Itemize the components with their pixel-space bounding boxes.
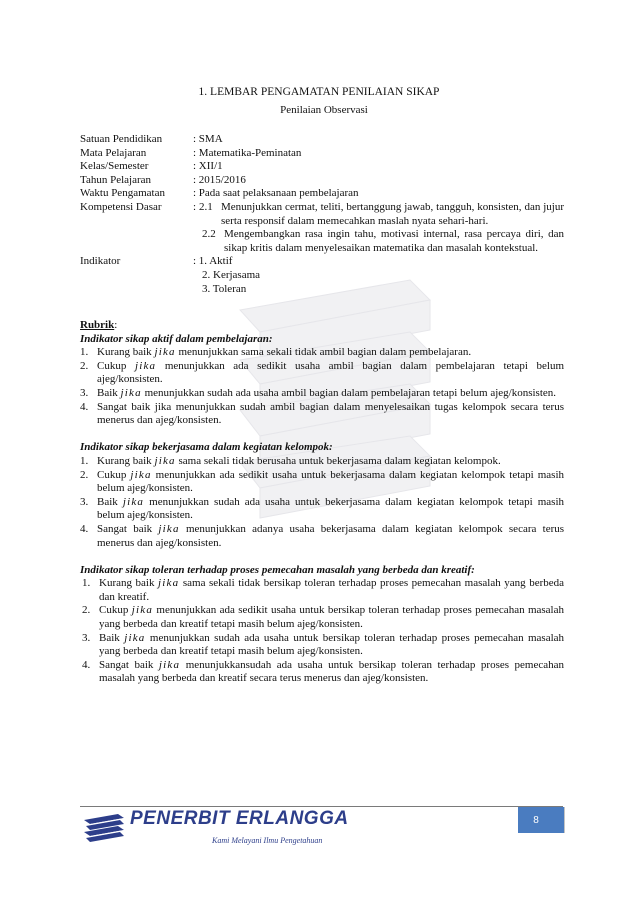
publisher-tagline: Kami Melayani Ilmu Pengetahuan — [212, 836, 323, 845]
indikator-item: : 1. Aktif — [193, 255, 233, 268]
item-text: menunjukkan sudah ambil bagian dalam menyelesaikan tugas kelompok secara terus menerus dan ajeg/konsisten. — [97, 400, 564, 427]
info-label: Tahun Pelajaran — [80, 173, 152, 186]
list-item — [80, 455, 564, 469]
info-value: : XII/1 — [193, 160, 223, 173]
rubrik-section — [80, 319, 564, 686]
kd-item — [202, 228, 564, 255]
indikator-item: 2. Kerjasama — [202, 268, 261, 281]
info-row-kd — [80, 201, 564, 255]
rubrik-title-line — [80, 319, 564, 333]
page-number: 8 — [533, 815, 539, 826]
item-jika: jika — [154, 346, 176, 359]
item-level: Kurang baik — [99, 577, 155, 590]
item-level: Cukup — [97, 468, 127, 481]
indikator-item: 3. Toleran — [202, 282, 247, 295]
info-label: Indikator — [80, 255, 121, 268]
item-level: Baik — [97, 386, 118, 399]
kd-item-number: 2.1 — [199, 200, 213, 213]
item-number: 1. — [82, 577, 91, 590]
list-item — [80, 496, 564, 523]
kd-item — [199, 201, 564, 228]
info-label: Waktu Pengamatan — [80, 187, 165, 200]
item-text: sama sekali tidak bersikap toleran terhadap proses pemecahan masalah yang berbeda dan kreatif. — [99, 577, 564, 603]
item-number: 3. — [80, 386, 89, 399]
item-text: menunjukkansudah ada usaha untuk bersikap toleran terhadap proses pemecahan masalah yang berbeda dan kreatif secara terus menerus dan ajeg/konsisten. — [99, 658, 564, 685]
item-number: 4. — [82, 658, 91, 671]
item-level: Sangat baik — [97, 522, 153, 535]
item-number: 4. — [80, 522, 89, 535]
info-label: Mata Pelajaran — [80, 146, 147, 159]
info-label: Kompetensi Dasar — [80, 200, 162, 213]
info-row-tahun — [80, 174, 564, 188]
kd-colon: : — [193, 200, 197, 213]
section-heading: Indikator sikap bekerjasama dalam kegiatan kelompok: — [80, 441, 333, 454]
item-number: 3. — [80, 495, 89, 508]
item-level: Kurang baik — [97, 346, 152, 359]
list-item — [80, 360, 564, 387]
item-level: Cukup — [97, 359, 127, 372]
page-subtitle: Penilaian Observasi — [280, 104, 368, 116]
info-value: : Pada saat pelaksanaan pembelajaran — [193, 187, 359, 200]
item-number: 1. — [80, 454, 89, 467]
item-jika: jika — [122, 495, 145, 508]
info-label: Satuan Pendidikan — [80, 133, 163, 145]
criteria-list — [80, 346, 564, 428]
section-heading: Indikator sikap aktif dalam pembelajaran: — [80, 332, 273, 345]
footer-divider — [80, 806, 563, 807]
item-level: Sangat baik — [97, 400, 151, 413]
info-row-waktu — [80, 187, 564, 201]
item-text: menunjukkan adanya usaha bekerjasama dalam kegiatan kelompok secara terus menerus dan ajeg/konsisten. — [97, 522, 565, 549]
item-jika: jika — [158, 658, 181, 671]
kd-item-text: Menunjukkan cermat, teliti, bertanggung jawab, tangguh, konsisten, dan jujur serta responsif dalam memecahkan maslah nyata sehari-hari. — [221, 200, 564, 227]
criteria-list — [80, 577, 564, 686]
item-level: Cukup — [99, 604, 129, 617]
item-jika: jika — [154, 400, 172, 413]
item-text: menunjukkan sudah ada usaha untuk bersikap toleran terhadap proses pemecahan masalah yang berbeda dan kreatif tetapi masih belum ajeg/konsisten. — [99, 631, 565, 658]
list-item — [82, 604, 564, 631]
item-jika: jika — [158, 577, 180, 590]
rubrik-colon: : — [114, 319, 118, 331]
item-number: 2. — [80, 359, 89, 372]
rubrik-title: Rubrik — [80, 319, 115, 331]
info-label: Kelas/Semester — [80, 160, 149, 173]
info-row-mapel — [80, 147, 564, 161]
list-item — [82, 577, 564, 604]
item-jika: jika — [154, 454, 176, 467]
item-jika: jika — [124, 631, 146, 644]
info-table — [80, 133, 564, 296]
list-item — [80, 523, 564, 550]
item-text: menunjukkan ada sedikit usaha untuk bersikap toleran terhadap proses pemecahan masalah yang berbeda dan kreatif tetapi masih belum ajeg/konsisten. — [99, 604, 564, 631]
item-text: menunjukkan ada sedikit usaha untuk bekerjasama dalam kegiatan kelompok tetapi masih belum ajeg/konsisten. — [97, 468, 564, 495]
info-row-satuan — [80, 133, 564, 147]
item-number: 2. — [82, 604, 91, 617]
item-number: 2. — [80, 468, 89, 481]
list-item — [80, 387, 564, 401]
info-value: : 2015/2016 — [193, 173, 246, 186]
list-item — [80, 401, 564, 428]
book-stack-icon — [82, 812, 126, 842]
item-jika: jika — [120, 386, 142, 399]
item-jika: jika — [131, 604, 154, 617]
item-text: menunjukkan sama sekali tidak ambil bagian dalam pembelajaran. — [178, 346, 472, 359]
list-item — [80, 346, 564, 360]
item-jika: jika — [130, 468, 152, 481]
indikator-list — [193, 255, 564, 296]
item-jika: jika — [158, 522, 180, 535]
item-level: Kurang baik — [97, 454, 152, 467]
item-number: 1. — [80, 346, 89, 359]
info-row-kelas — [80, 160, 564, 174]
item-jika: jika — [134, 359, 157, 372]
item-number: 3. — [82, 631, 91, 644]
list-item — [82, 632, 564, 659]
item-level: Baik — [99, 631, 120, 644]
info-row-indikator — [80, 255, 564, 296]
page-title: 1. LEMBAR PENGAMATAN PENILAIAN SIKAP — [198, 86, 440, 98]
list-item — [82, 659, 564, 686]
list-item — [80, 469, 564, 496]
kd-list — [193, 201, 564, 255]
kd-item-number: 2.2 — [202, 228, 216, 241]
info-value: : Matematika-Peminatan — [193, 146, 302, 159]
item-text: menunjukkan ada sedikit usaha ambil bagian dalam pembelajaran tetapi belum ajeg/konsisten. — [97, 359, 565, 386]
item-text: sama sekali tidak berusaha untuk bekerjasama dalam kegiatan kelompok. — [178, 454, 501, 467]
publisher-logo-text: PENERBIT ERLANGGA — [130, 808, 349, 829]
item-text: menunjukkan sudah ada usaha ambil bagian dalam pembelajaran tetapi belum ajeg/konsisten. — [144, 386, 557, 399]
item-level: Baik — [97, 495, 118, 508]
info-value: : SMA — [193, 133, 223, 145]
item-text: menunjukkan sudah ada usaha untuk bekerjasama dalam kegiatan kelompok tetapi masih belum ajeg/konsisten. — [97, 495, 565, 522]
criteria-list — [80, 455, 564, 550]
item-number: 4. — [80, 400, 89, 413]
item-level: Sangat baik — [99, 658, 154, 671]
section-heading: Indikator sikap toleran terhadap proses pemecahan masalah yang berbeda dan kreatif: — [80, 563, 475, 576]
kd-item-text: Mengembangkan rasa ingin tahu, motivasi internal, rasa percaya diri, dan sikap kritis dalam menyelesaikan matematika dan masalah kontekstual. — [224, 228, 564, 254]
